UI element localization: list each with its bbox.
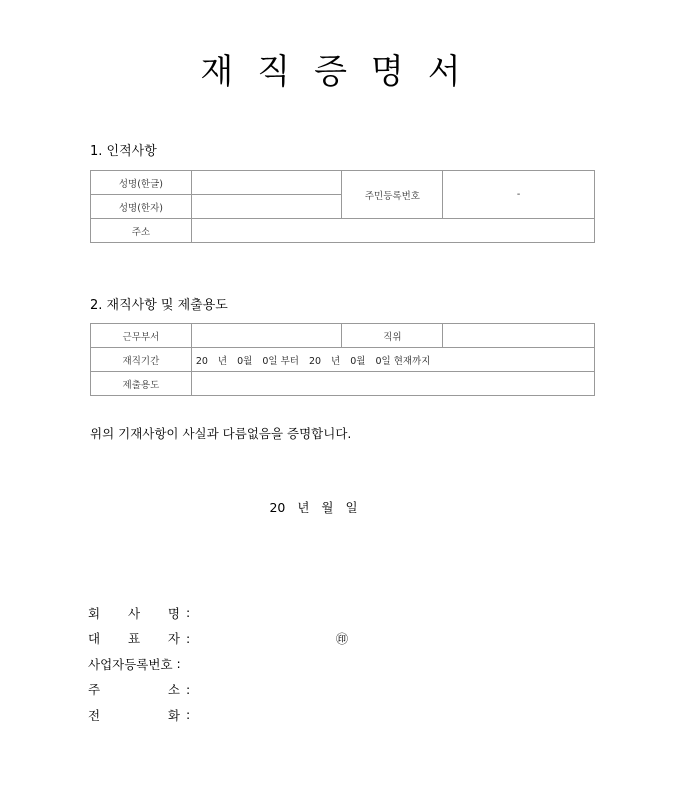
table-row <box>91 348 595 372</box>
department-field[interactable] <box>191 324 342 348</box>
name-hanja-label: 성명(한자) <box>91 195 192 219</box>
name-korean-field[interactable] <box>191 171 342 195</box>
seal-mark: ㊞ <box>336 631 349 646</box>
colon: : <box>176 656 181 672</box>
name-hanja-field[interactable] <box>191 195 342 219</box>
section-1-heading: 1. 인적사항 <box>90 144 157 159</box>
representative-row <box>88 626 349 652</box>
business-number-row <box>88 651 190 677</box>
colon: : <box>186 707 191 723</box>
company-address-row <box>88 677 190 703</box>
issue-date: 20 년 월 일 <box>269 500 358 515</box>
resident-number-label: 주민등록번호 <box>342 171 443 219</box>
colon: : <box>186 605 191 621</box>
position-field[interactable] <box>443 324 595 348</box>
company-name-row <box>88 600 190 626</box>
period-start-year: 20 <box>195 355 208 367</box>
table-row <box>91 372 595 396</box>
personal-info-table <box>90 170 595 243</box>
section-2-heading: 2. 재직사항 및 제출용도 <box>90 298 228 313</box>
address-label: 주소 <box>91 219 192 243</box>
colon: : <box>186 681 191 697</box>
phone-label: 전 화 <box>88 707 180 723</box>
period-start-day: 0일 부터 <box>262 355 299 367</box>
period-end-day: 0일 현재까지 <box>375 355 431 367</box>
declaration-text: 위의 기재사항이 사실과 다름없음을 증명합니다. <box>90 426 352 441</box>
address-field[interactable] <box>191 219 594 243</box>
colon: : <box>186 630 191 646</box>
position-label: 직위 <box>342 324 443 348</box>
phone-row <box>88 702 190 728</box>
purpose-field[interactable] <box>191 372 594 396</box>
period-field[interactable] <box>191 348 594 372</box>
table-row <box>91 171 595 195</box>
period-start-month: 0월 <box>237 355 253 367</box>
table-row <box>91 219 595 243</box>
representative-label: 대 표 자 <box>88 631 180 647</box>
period-end-month: 0월 <box>350 355 366 367</box>
business-number-label: 사업자등록번호 <box>88 656 173 672</box>
name-korean-label: 성명(한글) <box>91 171 192 195</box>
company-name-label: 회 사 명 <box>88 605 180 621</box>
purpose-label: 제출용도 <box>91 372 192 396</box>
employment-info-table <box>90 323 595 396</box>
document-title: 재직증명서 <box>200 52 485 92</box>
table-row <box>91 324 595 348</box>
company-address-label: 주 소 <box>88 682 180 698</box>
resident-number-field[interactable]: - <box>443 171 595 219</box>
period-label: 재직기간 <box>91 348 192 372</box>
issuer-block <box>88 600 349 728</box>
period-year-unit: 년 <box>331 355 341 367</box>
period-end-year: 20 <box>308 355 322 367</box>
period-year-unit: 년 <box>217 355 228 367</box>
department-label: 근무부서 <box>91 324 192 348</box>
